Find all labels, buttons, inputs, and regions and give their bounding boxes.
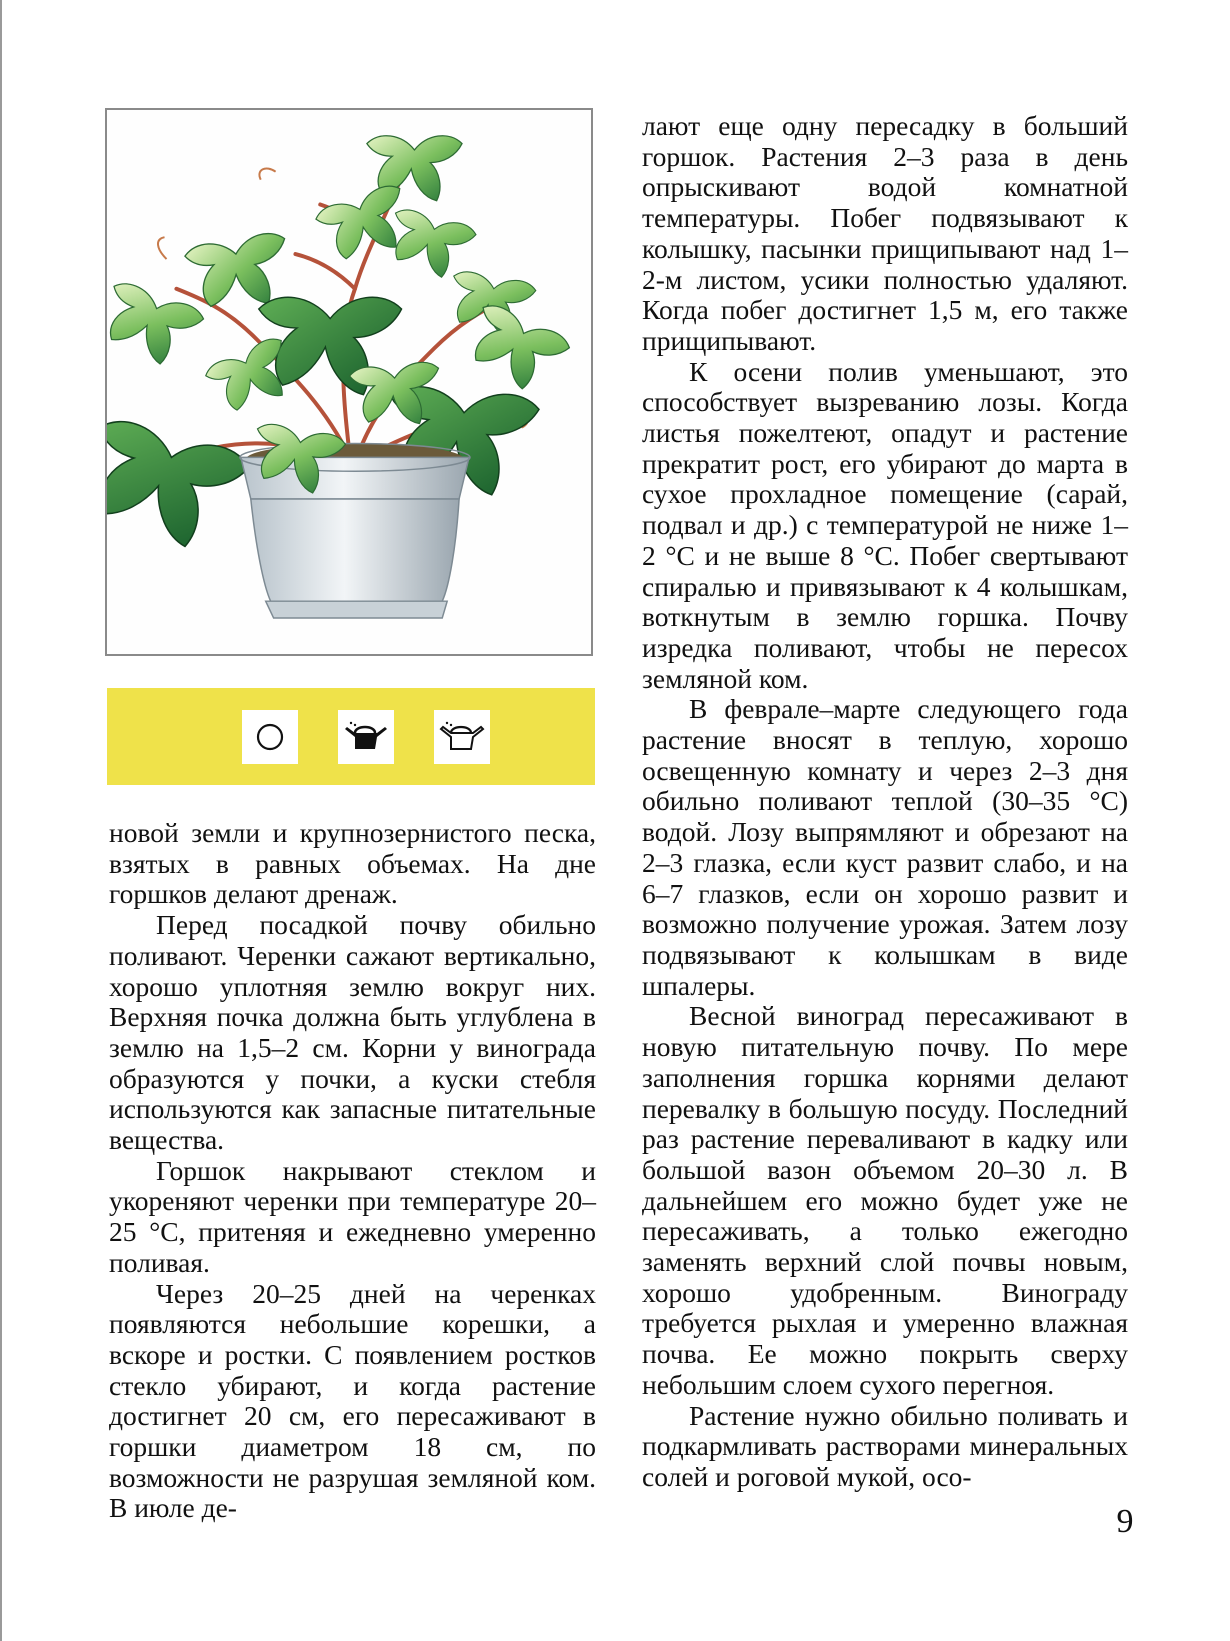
paragraph: лают еще одну пересадку в больший горшок. Растения 2–3 раза в день опрыскивают водой комнатной температуры. Побег подвязывают к колышку, пасынки прищипывают над 1–2-м листом, усики полностью удаляют. Когда побег достигнет 1,5 м, его также прищипывают. bbox=[642, 110, 1128, 356]
paragraph: новой земли и крупнозернистого песка, взятых в равных объемах. На дне горшков делают дренаж. bbox=[109, 817, 596, 910]
care-symbols-band bbox=[107, 688, 595, 785]
paragraph: Через 20–25 дней на черенках появляются небольшие корешки, а вскоре и ростки. С появлением ростков стекло убирают, и когда растение достигнет 20 см, его пересаживают в горшки диаметром 18 см, по возможности не разрушая земляной ком. В июле де- bbox=[109, 1277, 596, 1524]
plant-illustration bbox=[105, 108, 593, 656]
page-number: 9 bbox=[1116, 1503, 1134, 1540]
watering-can-filled-icon bbox=[338, 710, 394, 764]
paragraph: В феврале–марте следующего года растение вносят в теплую, хорошо освещенную комнату и через 2–3 дня обильно поливают теплой (30–35 °С) водой. Лозу выпрямляют и обрезают на 2–3 глазка, если куст развит слабо, и на 6–7 глазков, если он хорошо развит и возможно получение урожая. Затем лозу подвязывают к колышкам в виде шпалеры. bbox=[642, 693, 1128, 1001]
paragraph: Растение нужно обильно поливать и подкармливать растворами минеральных солей и роговой мукой, осо- bbox=[642, 1399, 1128, 1492]
paragraph: Горшок накрывают стеклом и укореняют черенки при температуре 20–25 °С, притеняя и ежедневно умеренно поливая. bbox=[109, 1154, 596, 1278]
left-text-column bbox=[109, 818, 596, 1524]
light-circle-icon bbox=[242, 710, 298, 764]
watering-can-outline-icon bbox=[434, 710, 490, 764]
paragraph: К осени полив уменьшают, это способствует вызреванию лозы. Когда листья пожелтеют, опадут и растение прекратит рост, его убирают до марта в сухое прохладное помещение (сарай, подвал и др.) с температурой не ниже 1–2 °С и не выше 8 °С. Побег свертывают спиралью и привязывают к 4 колышкам, воткнутым в землю горшка. Почву изредка поливают, чтобы не пересох земляной ком. bbox=[642, 355, 1128, 694]
page-edge bbox=[0, 0, 2, 1641]
right-text-column bbox=[642, 111, 1128, 1493]
grapevine-plant-image bbox=[107, 110, 591, 654]
paragraph: Перед посадкой почву обильно поливают. Черенки сажают вертикально, хорошо уплотняя землю вокруг них. Верхняя почка должна быть углублена в землю на 1,5–2 см. Корни у винограда образуются у почки, а куски стебля используются как запасные питательные вещества. bbox=[109, 909, 596, 1156]
paragraph: Весной виноград пересаживают в новую питательную почву. По мере заполнения горшка корнями делают перевалку в большую посуду. Последний раз растение переваливают в кадку или большой вазон объемом 20–30 л. В дальнейшем его можно будет уже не пересаживать, а только ежегодно заменять верхний слой почвы новым, хорошо удобренным. Винограду требуется рыхлая и умеренно влажная почва. Ее можно покрыть сверху небольшим слоем сухого перегноя. bbox=[642, 1000, 1128, 1400]
